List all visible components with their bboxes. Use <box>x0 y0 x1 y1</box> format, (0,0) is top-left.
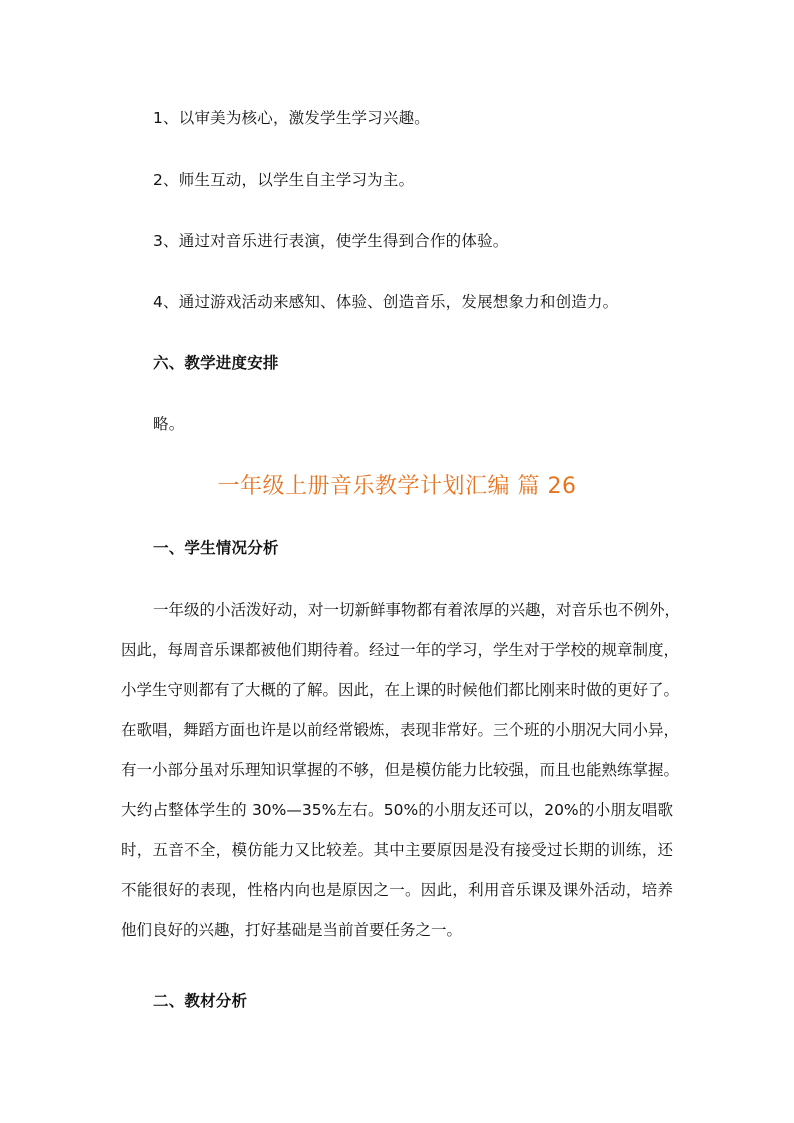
section-heading-schedule: 六、教学进度安排 <box>153 354 279 372</box>
paragraph-line: 不能很好的表现，性格内向也是原因之一。因此，利用音乐课及课外活动，培养 <box>121 881 673 899</box>
paragraph-line: 时，五音不全，模仿能力又比较差。其中主要原因是没有接受过长期的训练，还 <box>121 841 673 859</box>
goal-item-2: 2、师生互动，以学生自主学习为主。 <box>153 171 415 189</box>
paragraph-line: 他们良好的兴趣，打好基础是当前首要任务之一。 <box>121 921 463 939</box>
paragraph-line: 因此，每周音乐课都被他们期待着。经过一年的学习，学生对于学校的规章制度， <box>121 641 680 659</box>
paragraph-line: 有一小部分虽对乐理知识掌握的不够，但是模仿能力比较强，而且也能熟练掌握。 <box>121 761 680 779</box>
paragraph-line: 一年级的小活泼好动，对一切新鲜事物都有着浓厚的兴趣，对音乐也不例外， <box>153 601 681 619</box>
paragraph-line: 大约占整体学生的 30%—35%左右。50%的小朋友还可以，20%的小朋友唱歌 <box>121 801 673 819</box>
section-body-schedule: 略。 <box>153 415 185 433</box>
paragraph-line: 在歌唱，舞蹈方面也许是以前经常锻炼，表现非常好。三个班的小朋况大同小异， <box>121 721 680 739</box>
paragraph-line: 小学生守则都有了大概的了解。因此，在上课的时候他们都比刚来时做的更好了。 <box>121 681 680 699</box>
goal-item-4: 4、通过游戏活动来感知、体验、创造音乐，发展想象力和创造力。 <box>153 293 619 311</box>
section-heading-materials: 二、教材分析 <box>153 992 248 1010</box>
section-heading-students: 一、学生情况分析 <box>153 539 279 557</box>
document-title: 一年级上册音乐教学计划汇编 篇 26 <box>217 474 577 499</box>
goal-item-3: 3、通过对音乐进行表演，使学生得到合作的体验。 <box>153 232 509 250</box>
goal-item-1: 1、以审美为核心，激发学生学习兴趣。 <box>153 109 430 127</box>
